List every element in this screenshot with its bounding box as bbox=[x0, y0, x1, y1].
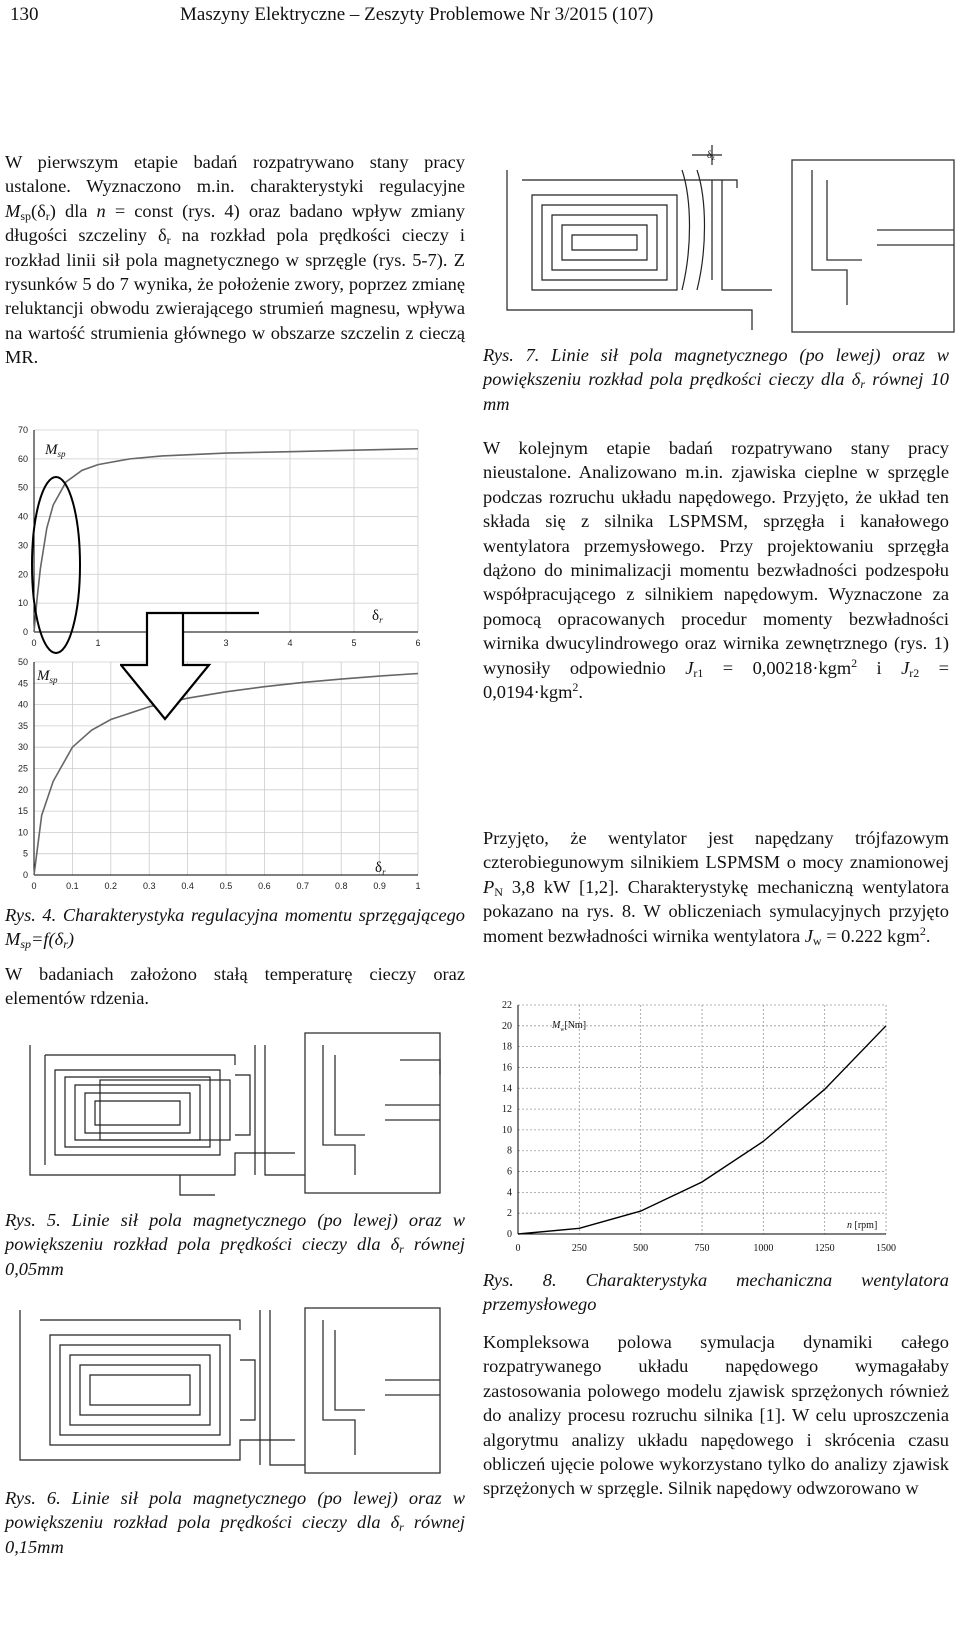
x-tick-label: 0.3 bbox=[142, 881, 156, 891]
y-tick-label: 16 bbox=[502, 1062, 512, 1074]
x-tick-label: 0.4 bbox=[181, 881, 194, 891]
y-tick-label: 0 bbox=[22, 627, 28, 637]
x-tick-label: 1000 bbox=[753, 1243, 774, 1254]
y-tick-label: 14 bbox=[502, 1083, 512, 1095]
x-tick-label: 0.7 bbox=[296, 881, 310, 891]
series-label: $M_{sp}$ bbox=[37, 668, 58, 685]
x-tick-label: 1250 bbox=[814, 1243, 835, 1254]
fig6-caption: Rys. 6. Linie sił pola magnetycznego (po lewej) oraz w powiększeniu rozkład pola prędkości cieczy dla $\delta_r$ równej 0,15mm bbox=[5, 1488, 465, 1557]
y-tick-label: 4 bbox=[507, 1187, 512, 1199]
x-axis-label: n [rpm] bbox=[847, 1220, 878, 1231]
y-tick-label: 70 bbox=[17, 425, 28, 435]
y-tick-label: 30 bbox=[17, 540, 28, 551]
x-tick-label: 4 bbox=[287, 638, 293, 648]
y-tick-label: 10 bbox=[17, 598, 28, 609]
series-label: $M_{sp}$ bbox=[45, 442, 66, 459]
x-tick-label: 0 bbox=[515, 1243, 521, 1254]
y-tick-label: 15 bbox=[17, 806, 28, 817]
fig5-caption: Rys. 5. Linie sił pola magnetycznego (po lewej) oraz w powiększeniu rozkład pola prędkości cieczy dla $\delta_r$ równej 0,05mm bbox=[5, 1210, 465, 1279]
x-tick-label: 0.2 bbox=[104, 881, 118, 891]
x-tick-label: 6 bbox=[415, 638, 421, 648]
x-tick-label: 1500 bbox=[876, 1243, 896, 1254]
x-tick-label: 500 bbox=[633, 1243, 649, 1254]
right-paragraph-1: W kolejnym etapie badań rozpatrywano stany pracy nieustalone. Analizowano m.in. zjawiska cieplne w sprzęgle podczas rozruchu układu napędowego. Przyjęto, że układ ten składa się z silnika LSPMSM, sprzęgła i kanałowego wentylatora przemysłowego. Przy projektowaniu sprzęgła dążono do minimalizacji momentu bezwładności podzespołu współpracującego z silnikiem napędowym. Wyznaczone za pomocą opracowanych procedur momenty bezwładności wirnika dwucylindrowego oraz wirnika zewnętrznego (rys. 1) wynosiły odpowiednio $J_{r1} = 0,00218\cdot kgm^2$ i $J_{r2} = 0,0194\cdot kgm^2$. bbox=[483, 438, 949, 703]
right-paragraph-3: Kompleksowa polowa symulacja dynamiki całego rozpatrywanego układu napędowego wymagałaby zastosowania polowego modelu zjawisk sprzężonych również do analizy procesu rozruchu silnika [1]. W celu uproszczenia algorytmu analizy układu napędowego i skrócenia czasu obliczeń ujęcie polowe wykorzystano tylko do analizy zjawisk sprzężonych w sprzęgle. Silnik napędowy odwzorowano w bbox=[483, 1332, 949, 1499]
x-tick-label: 0.8 bbox=[334, 881, 348, 891]
left-intro-paragraph: W pierwszym etapie badań rozpatrywano stany pracy ustalone. Wyznaczono m.in. charakterystyki regulacyjne $M_{sp}(\delta_r)$ dla n = const (rys. 4) oraz badano wpływ zmiany długości szczeliny $\delta_r$ na rozkład pola prędkości cieczy i rozkład linii sił pola magnetycznego w sprzęgle (rys. 5-7). Z rysunków 5 do 7 wynika, że położenie zwory, poprzez zmianę reluktancji obwodu zwierającego strumień magnesu, wpływa na wartość strumienia głównego w obszarze szczelin z cieczą MR. bbox=[5, 152, 465, 368]
fig6-field-plot bbox=[5, 1300, 455, 1478]
y-tick-label: 12 bbox=[502, 1104, 512, 1116]
right-paragraph-2: Przyjęto, że wentylator jest napędzany trójfazowym czterobiegunowym silnikiem LSPMSM o mocy znamionowej $P_N$ 3,8 kW [1,2]. Charakterystykę mechaniczną wentylatora pokazano na rys. 8. W obliczeniach symulacyjnych przyjęto moment bezwładności wirnika wentylatora $J_w = 0.222$ kgm$^2$. bbox=[483, 828, 949, 948]
y-tick-label: 20 bbox=[502, 1020, 512, 1032]
x-tick-label: 0.6 bbox=[258, 881, 271, 891]
fig7-gap-label: $\delta_z$ bbox=[707, 150, 715, 162]
y-tick-label: 2 bbox=[507, 1208, 512, 1220]
y-tick-label: 25 bbox=[17, 763, 28, 774]
y-tick-label: 50 bbox=[17, 657, 28, 667]
y-tick-label: 40 bbox=[17, 699, 28, 710]
hollow-arrow-icon bbox=[120, 582, 260, 724]
y-tick-label: 30 bbox=[17, 742, 28, 753]
fig7-field-plot bbox=[482, 140, 957, 340]
x-tick-label: 5 bbox=[351, 638, 357, 648]
y-tick-label: 8 bbox=[507, 1145, 512, 1157]
page-number: 130 bbox=[10, 4, 39, 25]
x-tick-label: 0.5 bbox=[219, 881, 233, 891]
x-tick-label: 0.9 bbox=[373, 881, 386, 891]
y-tick-label: 10 bbox=[502, 1124, 512, 1136]
y-tick-label: 40 bbox=[17, 511, 28, 522]
y-tick-label: 22 bbox=[502, 1000, 512, 1011]
x-tick-label: 1 bbox=[95, 638, 101, 648]
y-tick-label: 0 bbox=[22, 870, 28, 880]
y-tick-label: 18 bbox=[502, 1041, 512, 1053]
x-axis-label: $\delta_r$ bbox=[372, 608, 383, 625]
x-tick-label: 0 bbox=[31, 638, 37, 648]
fig5-field-plot bbox=[5, 1025, 455, 1201]
highlight-ellipse bbox=[32, 477, 80, 653]
y-tick-label: 35 bbox=[17, 720, 28, 731]
y-tick-label: 0 bbox=[507, 1229, 512, 1240]
x-tick-label: 0.1 bbox=[66, 881, 79, 891]
x-tick-label: 250 bbox=[571, 1243, 587, 1254]
y-tick-label: 10 bbox=[17, 827, 28, 838]
left-paragraph-temperature: W badaniach założono stałą temperaturę cieczy oraz elementów rdzenia. bbox=[5, 964, 465, 1009]
x-tick-label: 3 bbox=[223, 638, 229, 648]
fig8-chart bbox=[482, 1000, 952, 1262]
y-tick-label: 20 bbox=[17, 569, 28, 580]
x-tick-label: 750 bbox=[694, 1243, 710, 1254]
fig7-caption: Rys. 7. Linie sił pola magnetycznego (po lewej) oraz w powiększeniu rozkład pola prędkości cieczy dla $\delta_r$ równej 10 mm bbox=[483, 345, 949, 414]
y-tick-label: 5 bbox=[22, 848, 28, 859]
y-tick-label: 45 bbox=[17, 678, 28, 689]
x-tick-label: 1 bbox=[415, 881, 421, 891]
x-axis-label: $\delta_r$ bbox=[375, 860, 386, 877]
y-tick-label: 50 bbox=[17, 482, 28, 493]
y-tick-label: 20 bbox=[17, 784, 28, 795]
journal-title: Maszyny Elektryczne – Zeszyty Problemowe Nr 3/2015 (107) bbox=[180, 4, 654, 25]
y-tick-label: 6 bbox=[507, 1166, 512, 1178]
x-tick-label: 0 bbox=[31, 881, 37, 891]
page-header bbox=[0, 4, 960, 34]
fig8-chart-plot bbox=[502, 1000, 896, 1254]
fig4-caption: Rys. 4. Charakterystyka regulacyjna momentu sprzęgającego $M_{sp}=f(\delta_r)$ bbox=[5, 905, 465, 952]
series-label: $M_w[Nm]$ bbox=[552, 1020, 587, 1033]
y-tick-label: 60 bbox=[17, 453, 28, 464]
fig8-caption: Rys. 8. Charakterystyka mechaniczna wentylatora przemysłowego bbox=[483, 1270, 949, 1315]
